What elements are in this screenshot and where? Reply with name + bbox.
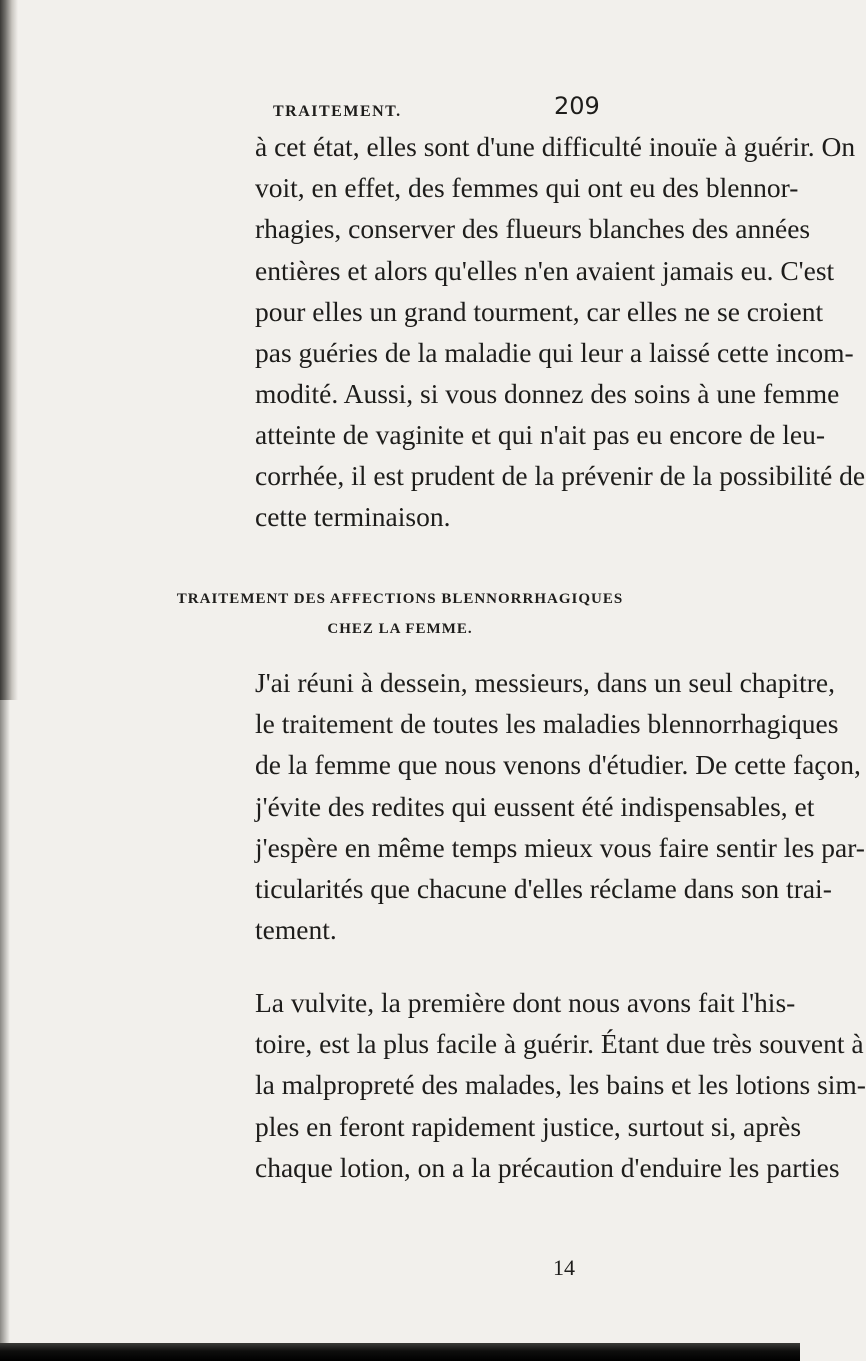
text-line: corrhée, il est prudent de la prévenir de la possibilité de [255, 460, 866, 491]
text-line: voit, en effet, des femmes qui ont eu des blennor- [255, 172, 799, 203]
text-line: pour elles un grand tourment, car elles ne se croient [255, 296, 824, 327]
running-title: TRAITEMENT. [273, 103, 402, 120]
text-line: rhagies, conserver des flueurs blanches des années [255, 213, 811, 244]
text-line: de la femme que nous venons d'étudier. De cette façon, [255, 749, 861, 780]
text-line: J'ai réuni à dessein, messieurs, dans un seul chapitre, [255, 667, 836, 698]
section-heading-line-2: CHEZ LA FEMME. [327, 621, 473, 637]
text-line: à cet état, elles sont d'une difficulté inouïe à guérir. On [255, 131, 856, 162]
text-line: ples en feront rapidement justice, surtout si, après [255, 1111, 802, 1142]
text-line: la malpropreté des malades, les bains et les lotions sim- [255, 1069, 866, 1100]
text-line: pas guéries de la maladie qui leur a laissé cette incom- [255, 337, 854, 368]
text-line: La vulvite, la première dont nous avons fait l'his- [255, 987, 796, 1018]
text-line: ticularités que chacune d'elles réclame dans son trai- [255, 873, 832, 904]
page-number: 209 [554, 92, 600, 120]
text-line: tement. [255, 914, 337, 945]
signature-mark: 14 [553, 1255, 575, 1280]
page-bottom-edge [0, 1343, 800, 1361]
text-line: j'espère en même temps mieux vous faire sentir les par- [255, 832, 865, 863]
page-edge-shadow-lower [0, 700, 10, 1361]
text-line: entières et alors qu'elles n'en avaient jamais eu. C'est [255, 255, 835, 286]
text-line: chaque lotion, on a la précaution d'enduire les parties [255, 1152, 840, 1183]
text-line: j'évite des redites qui eussent été indispensables, et [255, 791, 815, 822]
section-heading-line-1: TRAITEMENT DES AFFECTIONS BLENNORRHAGIQUES [176, 591, 624, 607]
text-line: toire, est la plus facile à guérir. Étant due très souvent à [255, 1028, 864, 1059]
text-line: atteinte de vaginite et qui n'ait pas eu encore de leu- [255, 419, 825, 450]
text-line: modité. Aussi, si vous donnez des soins à une femme [255, 378, 840, 409]
text-line: le traitement de toutes les maladies blennorrhagiques [255, 708, 839, 739]
text-line: cette terminaison. [255, 501, 451, 532]
running-head [0, 85, 800, 125]
